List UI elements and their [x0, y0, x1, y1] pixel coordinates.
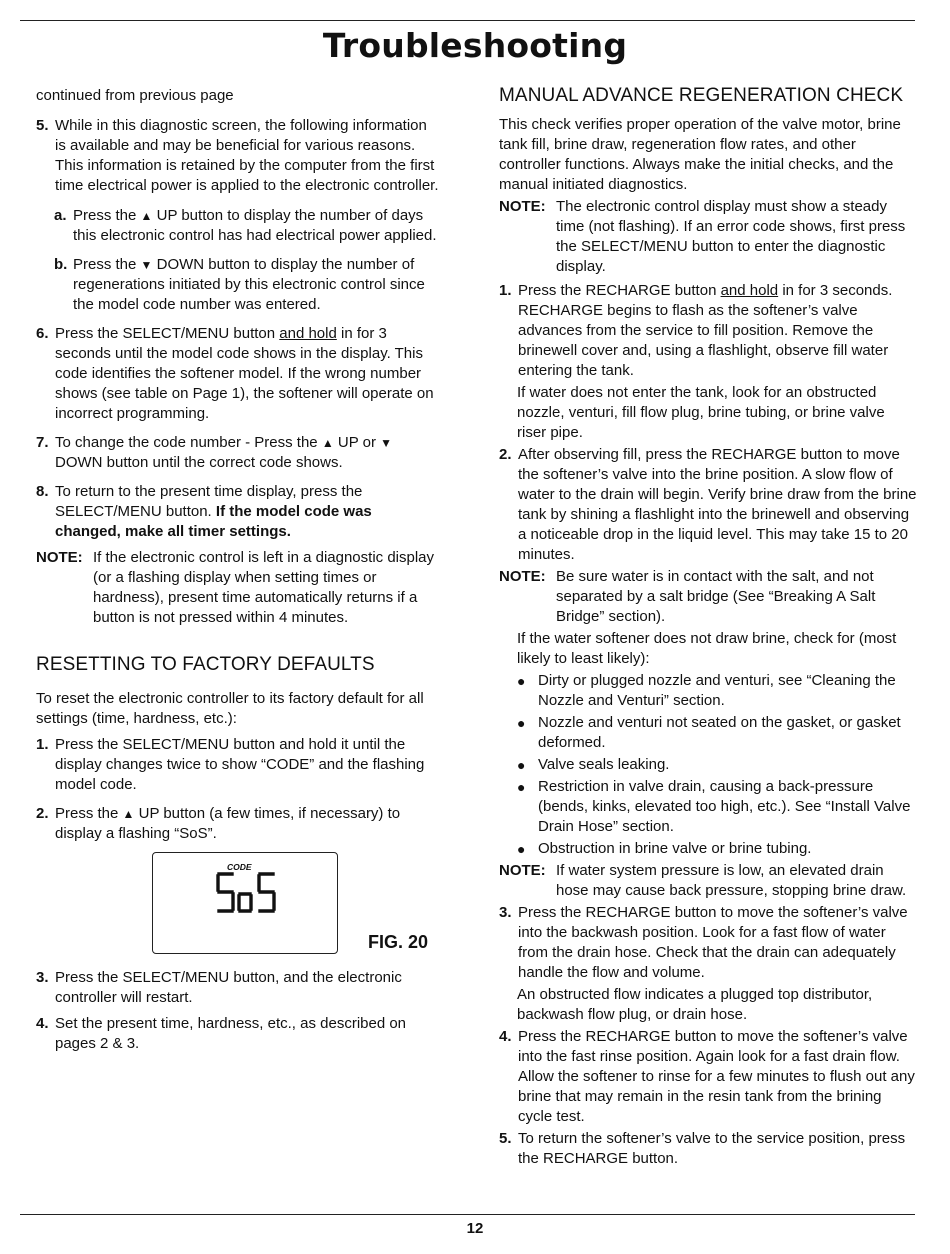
note-auto-return — [36, 548, 440, 628]
reset-heading: RESETTING TO FACTORY DEFAULTS — [36, 654, 375, 675]
note-text: If water system pressure is low, an elevated drain hose may cause back pressure, stopping brine draw. — [556, 862, 907, 899]
brine-check-intro: If the water softener does not draw brine, check for (most likely to least likely): — [517, 630, 897, 667]
step-text-mid: UP or — [337, 434, 376, 451]
step-number: 3. — [36, 969, 49, 986]
note-label: NOTE: — [499, 198, 546, 215]
step-text: Press the SELECT/MENU button, and the electronic controller will restart. — [55, 969, 402, 1006]
step-text: To return the softener’s valve to the service position, press the RECHARGE button. — [518, 1130, 906, 1167]
step-bold-warning: If the model code was changed, make all timer settings. — [55, 503, 372, 540]
regen-step-1 — [499, 281, 917, 381]
step-text-pre: To change the code number - Press the — [55, 434, 318, 451]
up-arrow-icon: ▲ — [321, 436, 334, 450]
step-number: 1. — [499, 282, 512, 299]
continued-note: continued from previous page — [36, 87, 234, 104]
figure-20 — [36, 848, 440, 968]
bullet-item: ● Valve seals leaking. — [517, 756, 670, 773]
note-text: If the electronic control is left in a diagnostic display (or a flashing display when setting times or hardness), present time automatically returns if a button is not pressed within 4 minutes. — [93, 549, 435, 626]
and-hold-emphasis: and hold — [279, 325, 337, 342]
down-arrow-icon: ▼ — [380, 436, 393, 450]
bullet-item: ● Nozzle and venturi not seated on the gasket, or gasket deformed. — [517, 714, 901, 751]
step-number: 6. — [36, 325, 49, 342]
step-text-pre: Press the RECHARGE button — [518, 282, 717, 299]
page-number: 12 — [466, 1220, 484, 1237]
reset-step-3 — [36, 968, 440, 1008]
step-7 — [36, 433, 440, 473]
reset-step-2 — [36, 804, 440, 844]
bullet-item: ● Restriction in valve drain, causing a back-pressure (bends, kinks, elevated too high, etc.). See “Install Valve Drain Hose” section. — [517, 778, 911, 835]
step-5a — [54, 206, 440, 246]
bullet-dot-icon: ● — [517, 841, 526, 857]
note-low-pressure — [499, 861, 917, 901]
page-title: Troubleshooting — [322, 26, 628, 65]
bullet-item: ● Dirty or plugged nozzle and venturi, see “Cleaning the Nozzle and Venturi” section. — [517, 672, 896, 709]
step-text: Press the RECHARGE button to move the softener’s valve into the backwash position. Look for a fast flow of water from the drain hose. Check that the drain can adequately handle the flow and volume. — [518, 904, 908, 981]
down-arrow-icon: ▼ — [140, 258, 153, 272]
substep-text-post: UP button to display the number of days this electronic control has had electrical power applied. — [73, 207, 437, 244]
up-arrow-icon: ▲ — [122, 807, 135, 821]
step-text: Set the present time, hardness, etc., as described on pages 2 & 3. — [55, 1015, 407, 1052]
regen-step-2 — [499, 445, 917, 565]
bullet-dot-icon: ● — [517, 779, 526, 795]
reset-intro: To reset the electronic controller to its factory default for all settings (time, hardness, etc.): — [36, 690, 424, 727]
step-number: 4. — [499, 1028, 512, 1045]
step-text-pre: Press the SELECT/MENU button — [55, 325, 276, 342]
step-8 — [36, 482, 440, 542]
bullet-dot-icon: ● — [517, 715, 526, 731]
step-text: To return to the present time display, press the SELECT/MENU button. — [55, 483, 363, 520]
step-5b — [54, 255, 440, 315]
substep-text-pre: Press the — [73, 207, 137, 224]
substep-text-post: DOWN button to display the number of regenerations initiated by this electronic control since the model code number was entered. — [73, 256, 425, 313]
note-text: Be sure water is in contact with the salt, and not separated by a salt bridge (See “Breaking A Salt Bridge” section). — [556, 568, 876, 625]
substep-letter: b. — [54, 256, 68, 273]
top-rule — [20, 20, 915, 21]
regen-step-4 — [499, 1027, 917, 1127]
step-5 — [36, 116, 440, 196]
note-label: NOTE: — [499, 862, 546, 879]
regen-check-heading: MANUAL ADVANCE REGENERATION CHECK — [499, 85, 904, 106]
note-salt-bridge — [499, 567, 917, 627]
step-number: 4. — [36, 1015, 49, 1032]
right-column — [499, 86, 917, 1169]
and-hold-emphasis: and hold — [720, 282, 779, 299]
step-1-troubleshoot: If water does not enter the tank, look for an obstructed nozzle, venturi, fill flow plug, brine tubing, or brine valve riser pipe. — [517, 384, 885, 441]
bullet-dot-icon: ● — [517, 757, 526, 773]
step-text-post: in for 3 seconds. RECHARGE begins to flash as the softener’s valve advances from the service to fill position. Remove the brinewell cover and, using a flashlight, observe fill water entering the tank. — [518, 282, 893, 379]
substep-letter: a. — [54, 207, 67, 224]
note-text: The electronic control display must show a steady time (not flashing). If an error code shows, first press the SELECT/MENU button to enter the diagnostic display. — [556, 198, 906, 275]
up-arrow-icon: ▲ — [140, 209, 153, 223]
step-3-troubleshoot: An obstructed flow indicates a plugged top distributor, backwash flow plug, or drain hose. — [517, 986, 873, 1023]
step-text-post: UP button (a few times, if necessary) to display a flashing “SoS”. — [55, 805, 401, 842]
reset-step-1 — [36, 735, 440, 795]
step-text: Press the SELECT/MENU button and hold it until the display changes twice to show “CODE” and the flashing model code. — [55, 736, 425, 793]
bottom-rule — [20, 1214, 915, 1215]
step-text-post: DOWN button until the correct code shows. — [55, 454, 343, 471]
step-number: 7. — [36, 434, 49, 451]
regen-step-3 — [499, 903, 917, 983]
step-text-pre: Press the — [55, 805, 119, 822]
step-number: 2. — [499, 446, 512, 463]
bullet-item: ● Obstruction in brine valve or brine tubing. — [517, 840, 812, 857]
regen-step-5 — [499, 1129, 917, 1169]
note-steady-time — [499, 197, 917, 277]
bullet-dot-icon: ● — [517, 673, 526, 689]
step-text-post: in for 3 seconds until the model code shows in the display. This code identifies the softener model. If the wrong number shows (see table on Page 1), the softener will operate on incorrect programming. — [55, 325, 434, 422]
step-number: 2. — [36, 805, 49, 822]
step-number: 8. — [36, 483, 49, 500]
step-text: Press the RECHARGE button to move the softener’s valve into the fast rinse position. Again look for a fast drain flow. Allow the softener to rinse for a few minutes to flush out any brine that may remain in the resin tank from the brining cycle test. — [518, 1028, 915, 1125]
lcd-code-label: CODE — [227, 862, 252, 872]
lcd-display — [152, 852, 338, 954]
regen-intro: This check verifies proper operation of the valve motor, brine tank fill, brine draw, regeneration flow rates, and other controller functions. Always make the initial checks, and the manual initiated diagnostics. — [499, 116, 901, 193]
substep-text-pre: Press the — [73, 256, 137, 273]
reset-step-4 — [36, 1014, 440, 1054]
step-6 — [36, 324, 440, 424]
step-number: 3. — [499, 904, 512, 921]
left-column — [36, 86, 440, 1054]
note-label: NOTE: — [36, 549, 83, 566]
step-number: 1. — [36, 736, 49, 753]
step-number: 5. — [499, 1130, 512, 1147]
step-text: After observing fill, press the RECHARGE button to move the softener’s valve into the brine position. A slow flow of water to the drain will begin. Verify brine draw from the brine tank by shining a flashlight into the brinewell and observing a noticeable drop in the liquid level. This may take 15 to 20 minutes. — [518, 446, 917, 563]
lcd-sos-readout — [215, 871, 279, 915]
step-text: While in this diagnostic screen, the following information is available and may be beneficial for various reasons. This information is retained by the computer from the first time electrical power is applied to the electronic controller. — [55, 117, 439, 194]
note-label: NOTE: — [499, 568, 546, 585]
step-number: 5. — [36, 117, 49, 134]
figure-label: FIG. 20 — [368, 932, 429, 952]
